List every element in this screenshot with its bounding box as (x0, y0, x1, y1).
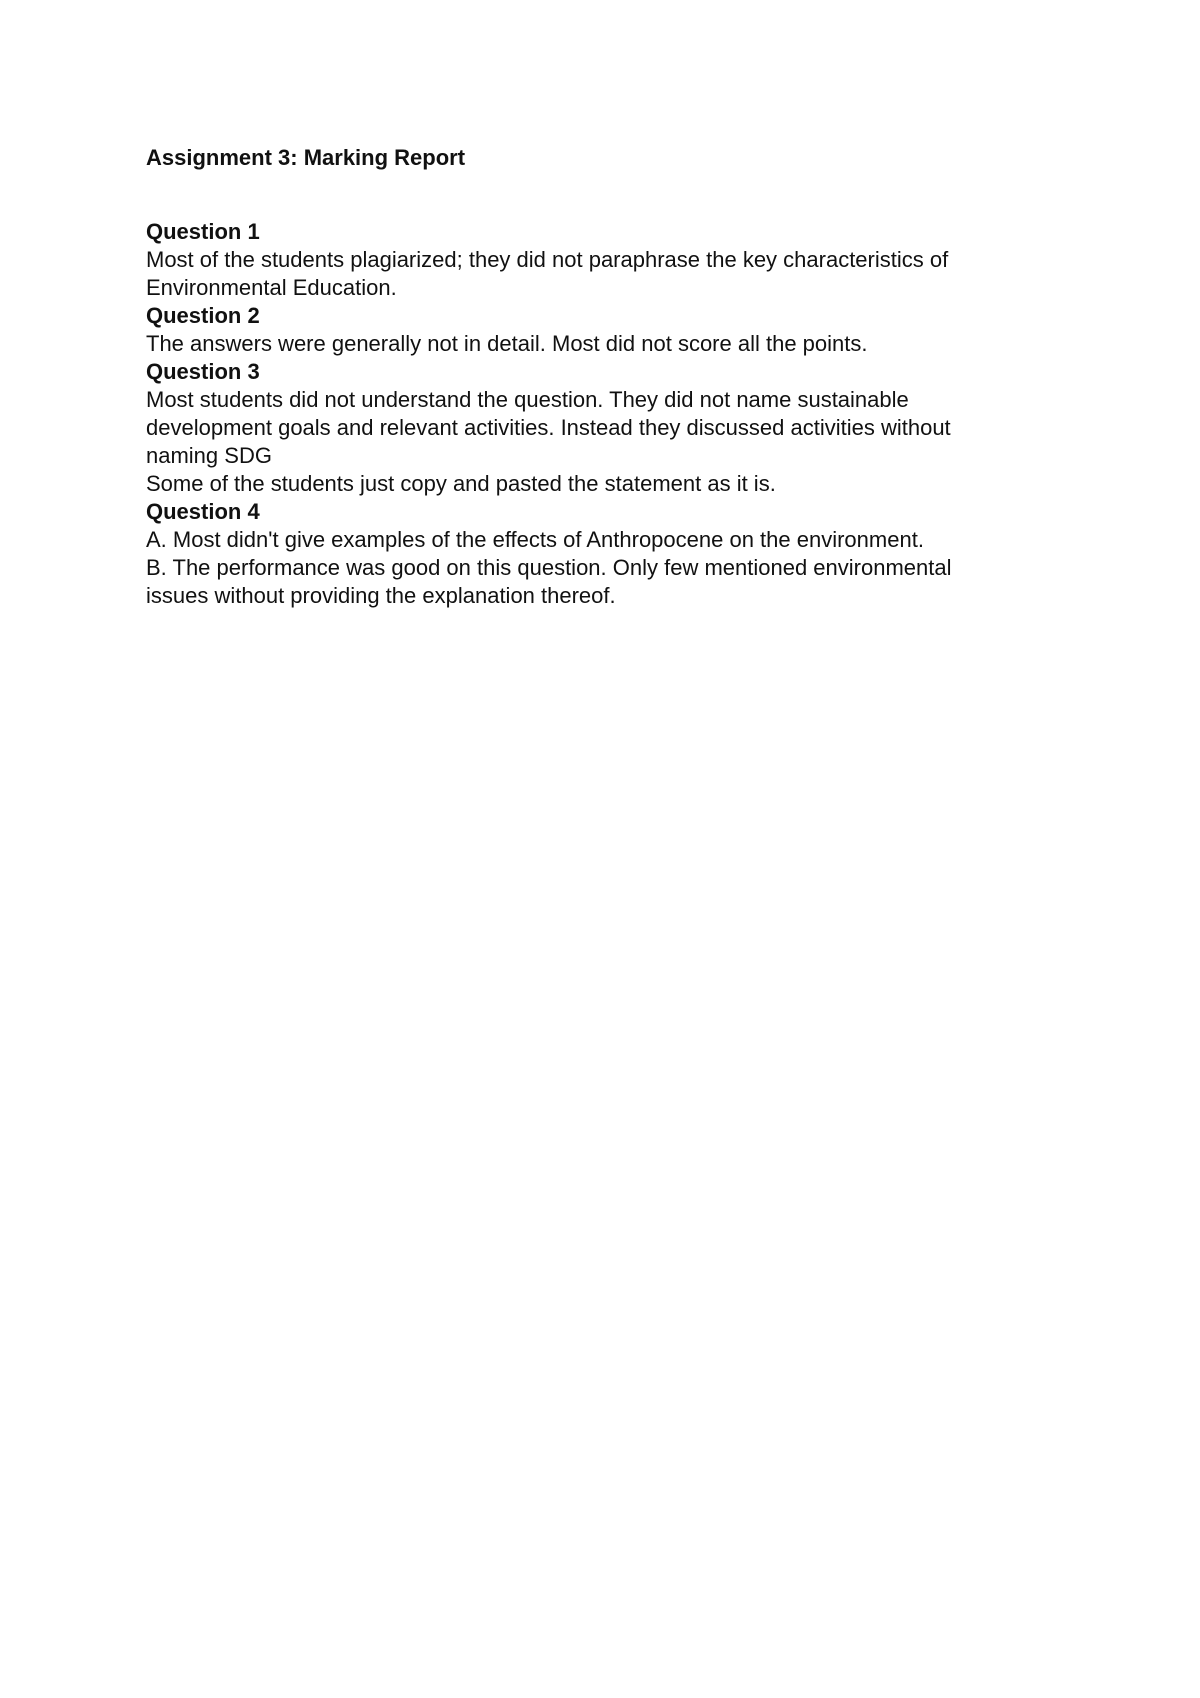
question-text-line: Most students did not understand the question. They did not name sustainable (146, 387, 909, 412)
question-text-line: The answers were generally not in detail. Most did not score all the points. (146, 331, 868, 356)
question-text-line: development goals and relevant activities. Instead they discussed activities without (146, 415, 951, 440)
question-text-line: Environmental Education. (146, 275, 397, 300)
question-heading: Question 3 (146, 359, 260, 384)
question-1 (146, 218, 1066, 302)
document-page (146, 144, 1066, 610)
question-text-line: B. The performance was good on this question. Only few mentioned environmental (146, 555, 952, 580)
question-text-line: naming SDG (146, 443, 272, 468)
question-2 (146, 302, 1066, 358)
question-text-line: Some of the students just copy and pasted the statement as it is. (146, 471, 776, 496)
question-heading: Question 1 (146, 219, 260, 244)
question-text-line: A. Most didn't give examples of the effects of Anthropocene on the environment. (146, 527, 924, 552)
question-text-line: issues without providing the explanation thereof. (146, 583, 616, 608)
question-text-line: Most of the students plagiarized; they did not paraphrase the key characteristics of (146, 247, 949, 272)
question-3 (146, 358, 1066, 498)
question-heading: Question 2 (146, 303, 260, 328)
question-heading: Question 4 (146, 499, 260, 524)
document-title: Assignment 3: Marking Report (146, 145, 466, 170)
question-4 (146, 498, 1066, 610)
